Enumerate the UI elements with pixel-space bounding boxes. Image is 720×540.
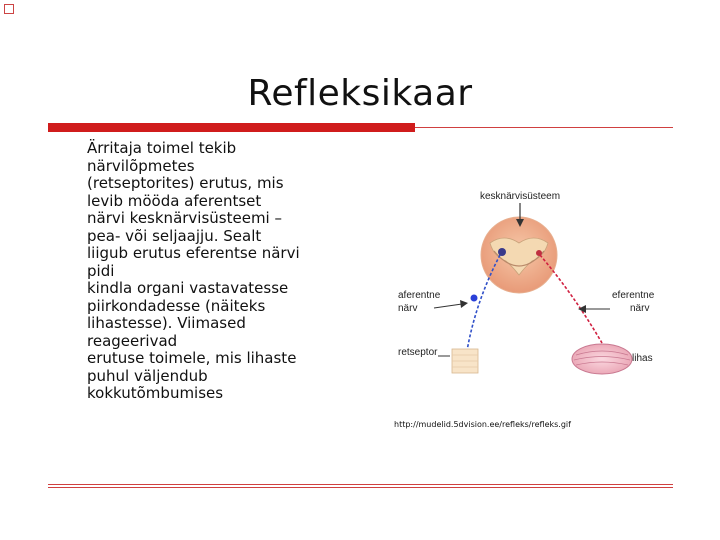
receptor-label: retseptor: [398, 347, 438, 358]
body-line: kokkutõmbumises: [87, 384, 224, 402]
body-line: (retseptorites) erutus, mis: [87, 174, 284, 192]
reflex-arc-diagram: [394, 185, 656, 379]
body-line: liigub erutus eferentse närvi: [87, 244, 300, 262]
body-line: närvilõpmetes: [87, 156, 195, 175]
corner-marker: [4, 4, 14, 14]
afferent-neuron-body: [498, 248, 506, 256]
afferent-ganglion: [471, 295, 478, 302]
body-line: pea- või seljaajju. Sealt: [87, 226, 262, 245]
title-underline-thick: [48, 123, 415, 132]
body-line: reageerivad: [87, 331, 178, 350]
body-line: erutuse toimele, mis lihaste: [87, 349, 297, 367]
slide-title: Refleksikaar: [247, 73, 473, 114]
afferent-label-2: närv: [398, 303, 418, 314]
source-url: http://mudelid.5dvision.ee/refleks/refleks.gif: [394, 420, 571, 429]
body-line: närvi kesknärvisüsteemi –: [87, 209, 282, 227]
bottom-rule-2: [48, 487, 673, 488]
body-line: Ärritaja toimel tekib: [87, 139, 237, 157]
afferent-label-1: aferentne: [398, 290, 441, 301]
cns-label: kesknärvisüsteem: [480, 191, 561, 202]
body-line: kindla organi vastavatesse: [87, 279, 289, 297]
muscle: [572, 344, 632, 374]
body-line: piirkondadesse (näiteks: [87, 296, 266, 315]
cns-cross-section: [481, 217, 557, 293]
muscle-label: lihas: [632, 353, 653, 364]
body-line: puhul väljendub: [87, 366, 208, 385]
body-line: lihastesse). Viimased: [87, 314, 246, 332]
receptor-skin: [452, 349, 478, 373]
title-underline-thin: [415, 127, 673, 128]
efferent-label-1: eferentne: [612, 290, 655, 301]
bottom-rule-1: [48, 484, 673, 485]
body-line: pidi: [87, 261, 115, 280]
body-line: levib mööda aferentset: [87, 191, 262, 210]
body-text: [87, 140, 357, 403]
efferent-label-2: närv: [630, 303, 650, 314]
